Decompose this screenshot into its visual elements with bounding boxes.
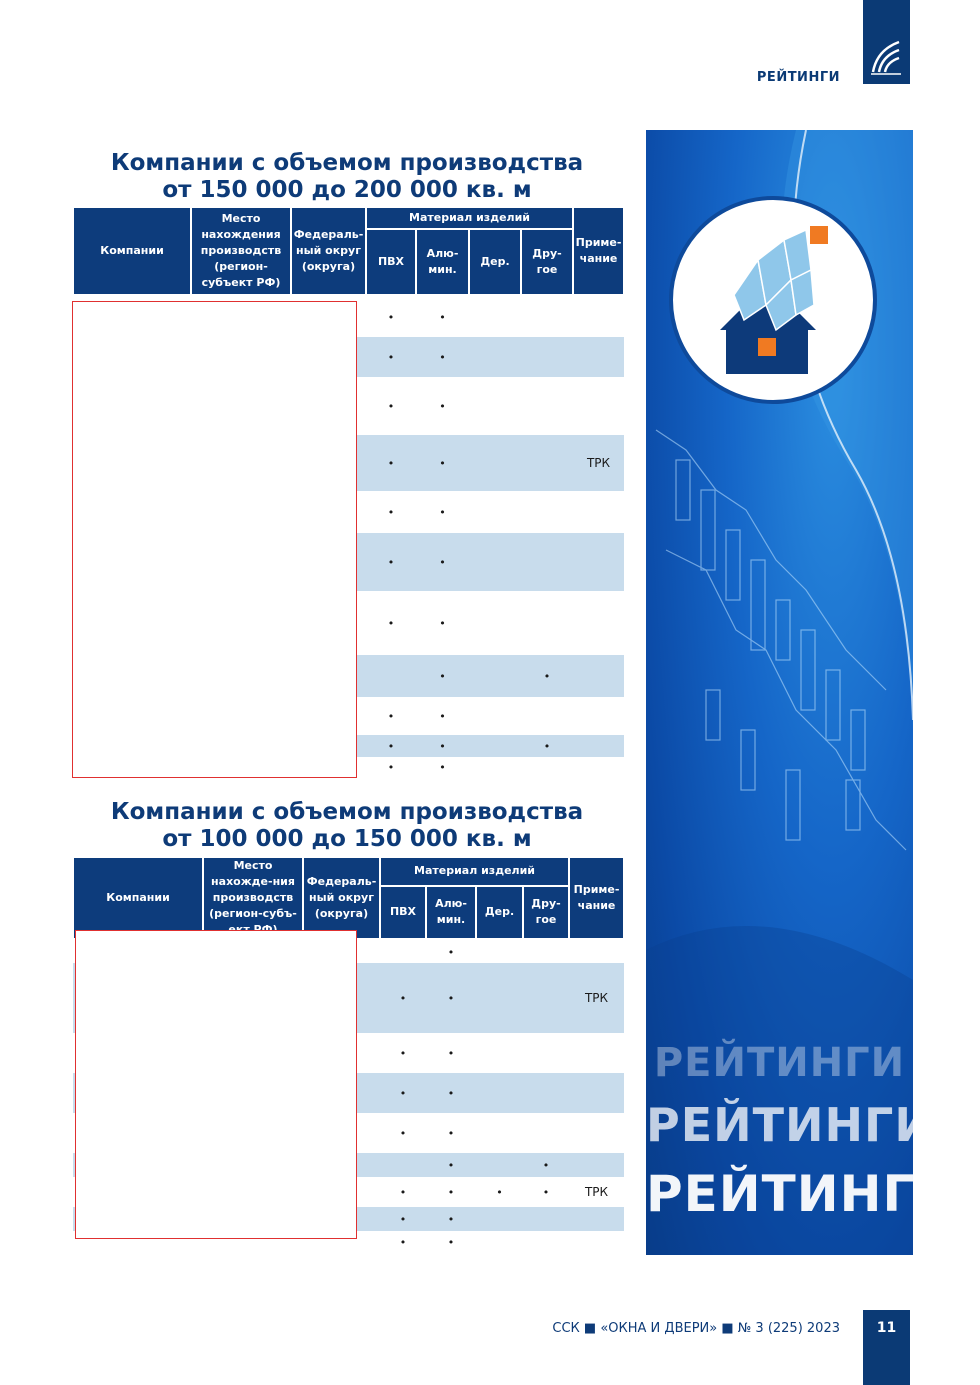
redacted-area — [72, 301, 357, 778]
col-location: Место нахожде-ния производств (регион-субъ- — [203, 857, 303, 939]
table2-title: Компании с объемом производства от 100 000 до 150 000 кв. м — [110, 799, 584, 852]
banner-text: РЕЙТИНГИ — [653, 1040, 906, 1086]
note-cell: ТРК — [569, 963, 624, 1033]
col-pvc: ПВХ — [366, 229, 416, 295]
col-wood: Дер. — [476, 886, 523, 939]
col-wood: Дер. — [469, 229, 521, 295]
rating-banner — [646, 130, 959, 1255]
col-district: Федераль-ный округ (округа) — [303, 857, 380, 939]
redacted-area — [75, 930, 357, 1239]
page-number: 11 — [863, 1310, 910, 1385]
col-alu: Алю-мин. — [426, 886, 476, 939]
col-company: Компании — [73, 857, 203, 939]
table1-title: Компании с объемом производства от 150 000 до 200 000 кв. м — [110, 150, 584, 203]
col-district: Федераль-ный округ (округа) — [291, 207, 366, 295]
col-note: Приме-чание — [573, 207, 624, 295]
col-material-group: Материал изделий — [366, 207, 573, 229]
col-alu: Алю-мин. — [416, 229, 469, 295]
section-label: РЕЙТИНГИ — [756, 70, 840, 85]
col-other: Дру-гое — [523, 886, 569, 939]
col-material-group: Материал изделий — [380, 857, 569, 886]
banner-text: РЕЙТИНГИ — [646, 1098, 934, 1152]
note-cell: ТРК — [584, 1185, 609, 1199]
col-note: Приме-чание — [569, 857, 624, 939]
banner-text: РЕЙТИНГИ — [646, 1165, 959, 1223]
note-cell: ТРК — [573, 435, 624, 491]
brand-logo-icon — [869, 36, 903, 76]
col-company: Компании — [73, 207, 191, 295]
col-other: Дру-гое — [521, 229, 573, 295]
col-pvc: ПВХ — [380, 886, 426, 939]
header-logo-tab — [863, 0, 910, 84]
col-location: Место нахождения производств (регион-субъект РФ) — [191, 207, 291, 295]
footer-publication: ССК ■ «ОКНА И ДВЕРИ» ■ № 3 (225) 2023 — [552, 1321, 840, 1336]
banner-graphics — [646, 130, 959, 1255]
